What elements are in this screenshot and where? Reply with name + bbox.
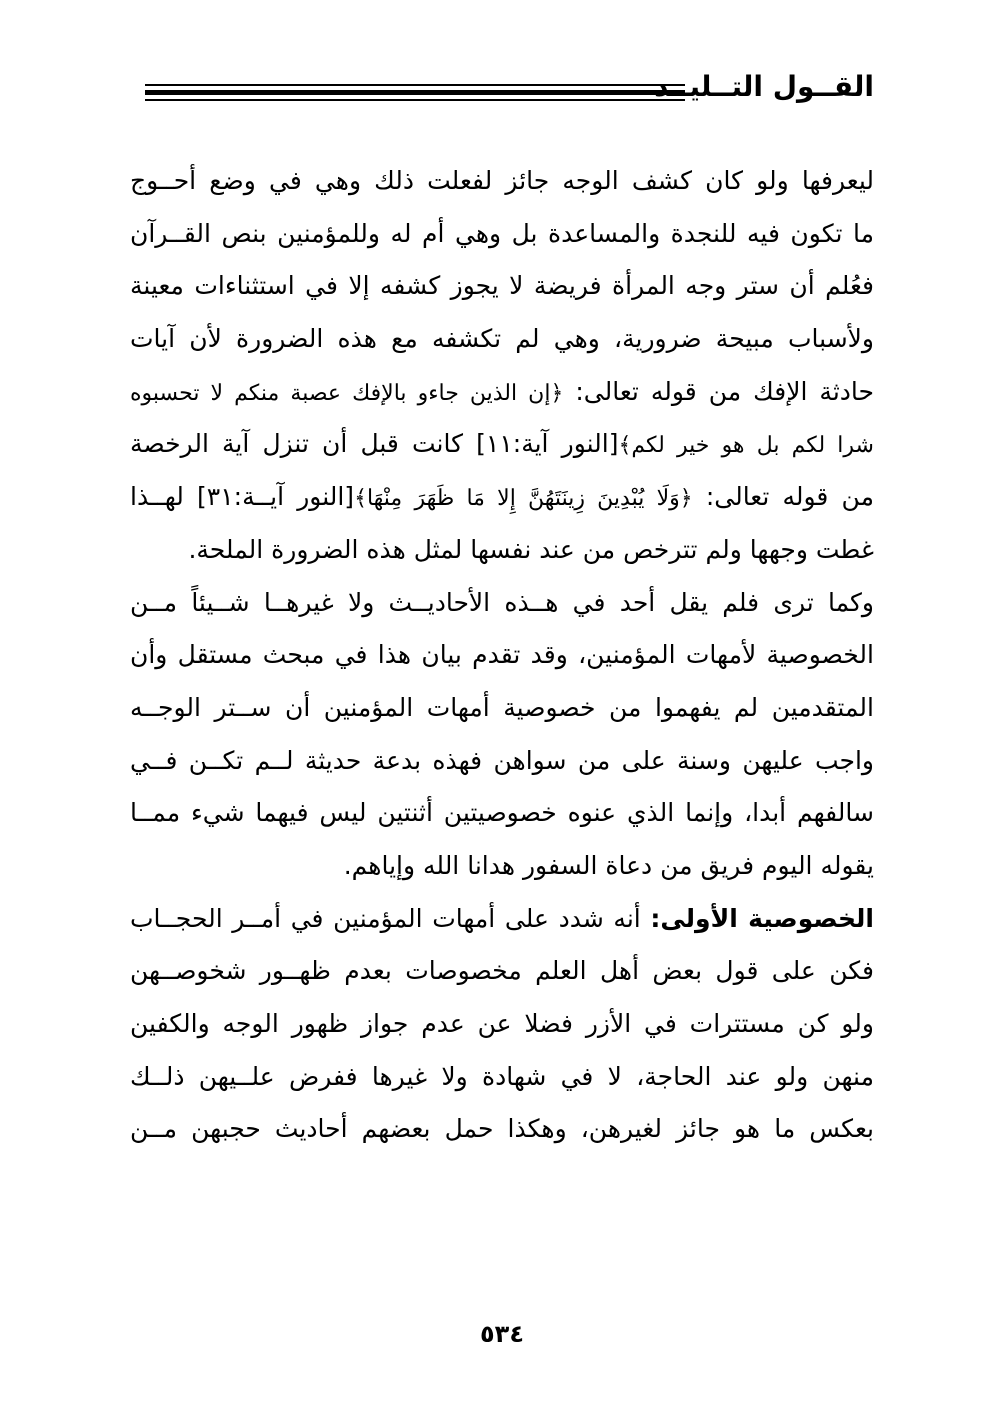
- text-line: فعُلم أن ستر وجه المرأة فريضة لا يجوز كشفه إلا في استثناءات معينة: [130, 271, 874, 301]
- header-rule-thin: [145, 84, 685, 86]
- quran-quote: ﴿إن الذين جاءو بالإفك عصبة منكم لا تحسبوه: [130, 380, 564, 406]
- text-segment: أنه شدد على أمهات المؤمنين في أمــر الحجــاب: [130, 903, 651, 933]
- text-line: فكن على قول بعض أهل العلم مخصوصات بعدم ظهــور شخوصــهن: [130, 956, 874, 986]
- text-line-with-quote: [130, 418, 874, 471]
- text-line: ولو كن مستترات في الأزر فضلا عن عدم جواز ظهور الوجه والكفين: [130, 1009, 874, 1038]
- text-segment: [النور آية:١١] كانت قبل أن تنزل آية الرخصة: [130, 429, 619, 459]
- text-line: بعكس ما هو جائز لغيرهن، وهكذا حمل بعضهم أحاديث حجبهن مــن: [130, 1114, 874, 1144]
- text-line-with-quote: [130, 471, 874, 524]
- section-heading: الخصوصية الأولى:: [650, 903, 874, 933]
- text-line: يقوله اليوم فريق من دعاة السفور هدانا الله وإياهم.: [343, 850, 874, 880]
- text-line: ما تكون فيه للنجدة والمساعدة بل وهي أم له وللمؤمنين بنص القــرآن: [130, 218, 874, 248]
- text-line: ليعرفها ولو كان كشف الوجه جائز لفعلت ذلك وهي في وضع أحــوج: [130, 166, 874, 195]
- text-line: ولأسباب مبيحة ضرورية، وهي لم تكشفه مع هذه الضرورة لأن آيات: [130, 324, 874, 354]
- text-line: واجب عليهن وسنة على من سواهن فهذه بدعة حديثة لــم تكــن فــي: [130, 745, 874, 775]
- book-title: القــول التــليــد: [654, 70, 874, 103]
- page-number: ٥٣٤: [480, 1320, 524, 1348]
- text-segment: [النور آيــة:٣١] لهــذا: [130, 482, 355, 512]
- text-line: وكما ترى فلم يقل أحد في هــذه الأحاديــث ولا غيرهــا شــيئاً مــن: [130, 587, 874, 617]
- header-rule: [145, 84, 685, 105]
- text-segment: من قوله تعالى:: [692, 482, 874, 512]
- quran-quote: ﴿وَلَا يُبْدِينَ زِينَتَهُنَّ إِلا مَا ظَهَرَ مِنْهَا﴾: [354, 486, 693, 512]
- text-line-with-quote: [130, 366, 874, 419]
- text-segment: حادثة الإفك من قوله تعالى:: [563, 376, 874, 406]
- text-line: غطت وجهها ولم تترخص من عند نفسها لمثل هذه الضرورة الملحة.: [188, 534, 874, 564]
- header-rule-thick: [145, 90, 685, 95]
- quran-quote: شرا لكم بل هو خير لكم﴾: [618, 433, 874, 459]
- body-text: [130, 155, 874, 1156]
- text-line-with-heading: [130, 893, 874, 946]
- text-line: المتقدمين لم يفهموا من خصوصية أمهات المؤمنين أن ســتر الوجــه: [130, 692, 874, 722]
- text-line: الخصوصية لأمهات المؤمنين، وقد تقدم بيان هذا في مبحث مستقل وأن: [130, 640, 874, 670]
- text-line: منهن ولو عند الحاجة، لا في شهادة ولا غيرها ففرض علــيهن ذلــك: [130, 1061, 874, 1091]
- header-rule-thin-2: [145, 99, 685, 101]
- text-line: سالفهم أبدا، وإنما الذي عنوه خصوصيتين أثنتين ليس فيهما شيء ممــا: [130, 798, 874, 828]
- page-header: [130, 68, 874, 112]
